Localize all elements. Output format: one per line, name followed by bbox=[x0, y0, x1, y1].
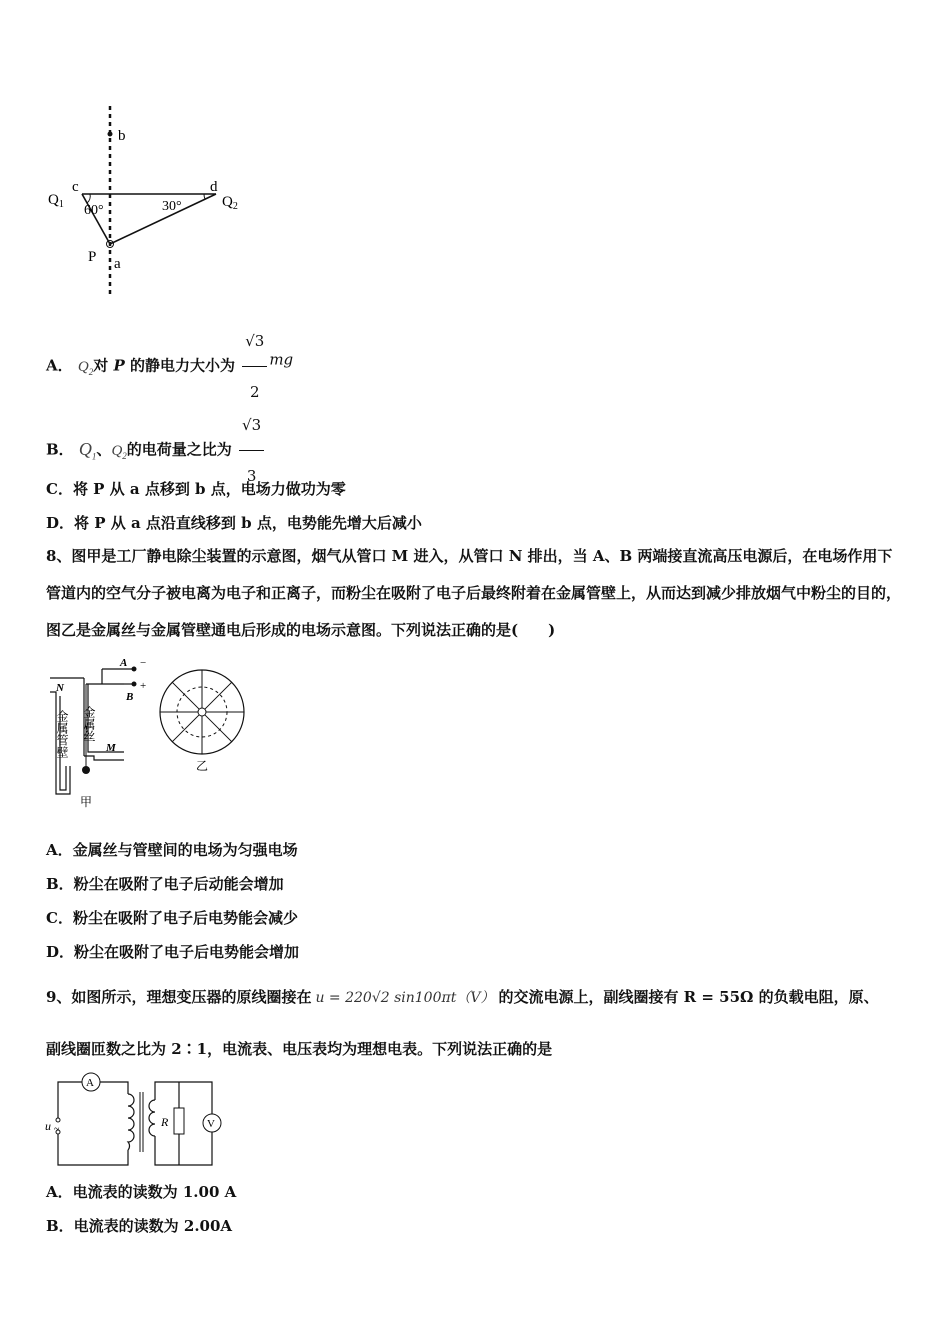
svg-text:B: B bbox=[126, 691, 134, 703]
q9-stem-line2: 副线圈匝数之比为 2∶1，电流表、电压表均为理想电表。下列说法正确的是 bbox=[46, 1040, 553, 1058]
label-metal-wire: 金属丝 bbox=[82, 706, 96, 742]
q7-charge-diagram bbox=[44, 98, 254, 303]
svg-text:−: − bbox=[140, 657, 147, 669]
q2-symbol: $Q_2$ bbox=[77, 358, 94, 377]
svg-text:A: A bbox=[86, 1077, 94, 1089]
label-metal-tube: 金属管壁 bbox=[55, 710, 69, 758]
label-angle-30: 30° bbox=[162, 199, 182, 214]
terminal-a bbox=[132, 667, 137, 672]
q9-transformer-circuit bbox=[42, 1070, 232, 1170]
label-angle-60: 60° bbox=[84, 203, 104, 218]
svg-text:M: M bbox=[106, 742, 116, 754]
svg-text:+: + bbox=[140, 680, 147, 692]
ac-source-formula: u = 220√2 sin100πt（V） bbox=[315, 990, 495, 1006]
q9-option-b: B．电流表的读数为 2.00A bbox=[46, 1217, 233, 1235]
svg-text:R: R bbox=[161, 1115, 169, 1129]
q7-option-d: D．将 P 从 a 点沿直线移到 b 点，电势能先增大后减小 bbox=[46, 514, 422, 532]
svg-text:u: u bbox=[45, 1119, 51, 1133]
q8-option-d: D．粉尘在吸附了电子后电势能会增加 bbox=[46, 943, 300, 961]
q9-option-a: A．电流表的读数为 1.00 A bbox=[46, 1183, 237, 1201]
fraction-sqrt3-over-2: $\frac{√3}{2}$ bbox=[242, 316, 267, 417]
q8-figure-jia bbox=[44, 656, 154, 808]
q8-figure-yi bbox=[156, 666, 250, 772]
svg-text:N: N bbox=[56, 682, 64, 694]
point-b-dot bbox=[108, 132, 113, 137]
fraction-sqrt3-over-3: $\frac{√3}{3}$ bbox=[239, 400, 264, 501]
label-b: b bbox=[118, 128, 126, 144]
weight-ball bbox=[82, 766, 90, 774]
secondary-coil bbox=[149, 1100, 155, 1136]
label-d: d bbox=[210, 179, 218, 195]
label-jia: 甲 bbox=[80, 795, 93, 808]
q7-option-b: B． $Q_1$、$Q_2$的电荷量之比为 $\frac{√3}{3}$ bbox=[46, 400, 266, 501]
resistor-r bbox=[174, 1108, 184, 1134]
q7-option-c: C．将 P 从 a 点移到 b 点，电场力做功为零 bbox=[46, 480, 346, 498]
label-a: a bbox=[114, 256, 121, 272]
q8-option-c: C．粉尘在吸附了电子后电势能会减少 bbox=[46, 909, 298, 927]
svg-text:V: V bbox=[207, 1118, 215, 1130]
q8-option-a: A．金属丝与管壁间的电场为匀强电场 bbox=[46, 841, 298, 859]
angle-arc-60 bbox=[87, 194, 90, 203]
line-q1-p bbox=[82, 194, 110, 244]
q8-option-b: B．粉尘在吸附了电子后动能会增加 bbox=[46, 875, 284, 893]
q7-option-a: A． $Q_2$对 P 的静电力大小为 $\frac{√3}{2}$ mg bbox=[46, 316, 293, 417]
svg-text:~: ~ bbox=[54, 1124, 60, 1135]
q8-stem: 8、图甲是工厂静电除尘装置的示意图，烟气从管口 M 进入，从管口 N 排出，当 A、B 两端接直流高压电源后，在电场作用下管道内的空气分子被电离为电子和正离子，而粉尘在吸附了电子后最终附着在金属管壁上，从而达到减少排放烟气中粉尘的目的，图乙是金属丝与金属管壁通电后形成的电场示意图。下列说法正确的是( ) bbox=[46, 547, 902, 639]
svg-text:A: A bbox=[120, 657, 128, 669]
label-q1: $Q_1$ bbox=[48, 192, 64, 210]
q9-stem-line1: 9、如图所示，理想变压器的原线圈接在 u = 220√2 sin100πt（V） 的交流电源上，副线圈接有 R = 55Ω 的负载电阻，原、 bbox=[46, 988, 879, 1006]
label-c: c bbox=[72, 179, 79, 195]
terminal-b bbox=[132, 682, 137, 687]
label-p: P bbox=[88, 249, 97, 265]
primary-coil bbox=[128, 1094, 134, 1150]
label-yi: 乙 bbox=[196, 759, 209, 772]
label-q2: $Q_2$ bbox=[222, 194, 238, 212]
